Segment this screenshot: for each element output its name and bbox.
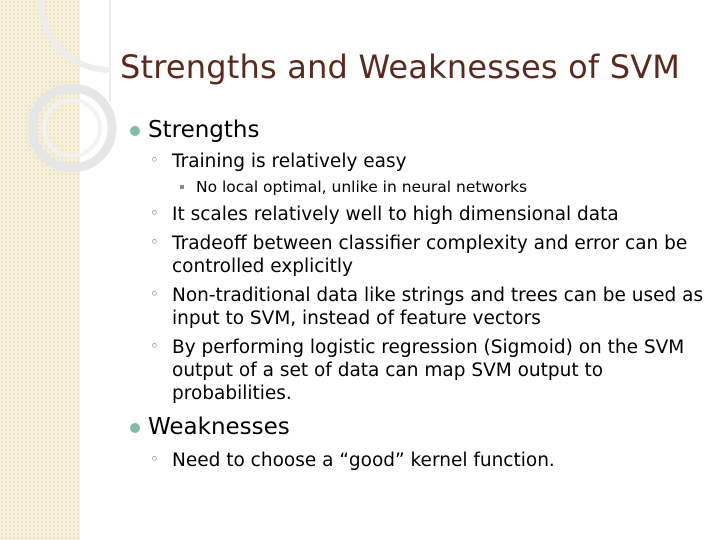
strength-item: ◦ It scales relatively well to high dimensional data bbox=[126, 203, 706, 226]
slide-title: Strengths and Weaknesses of SVM bbox=[120, 48, 681, 86]
section-heading-strengths: Strengths bbox=[126, 116, 706, 144]
strength-item: ◦ Tradeoff between classifier complexity and error can be controlled explicitly bbox=[126, 232, 706, 278]
strength-item: ◦ Training is relatively easy bbox=[126, 150, 706, 173]
strength-subitem: No local optimal, unlike in neural networks bbox=[126, 177, 706, 197]
section-heading-weaknesses: Weaknesses bbox=[126, 413, 706, 441]
weakness-item: ◦ Need to choose a “good” kernel function. bbox=[126, 449, 706, 472]
decorative-side-strip bbox=[0, 0, 80, 540]
slide-content bbox=[126, 116, 706, 472]
strength-item: ◦ Non-traditional data like strings and trees can be used as input to SVM, instead of feature vectors bbox=[126, 284, 706, 330]
strength-item: ◦ By performing logistic regression (Sigmoid) on the SVM output of a set of data can map SVM output to probabilities. bbox=[126, 336, 706, 405]
